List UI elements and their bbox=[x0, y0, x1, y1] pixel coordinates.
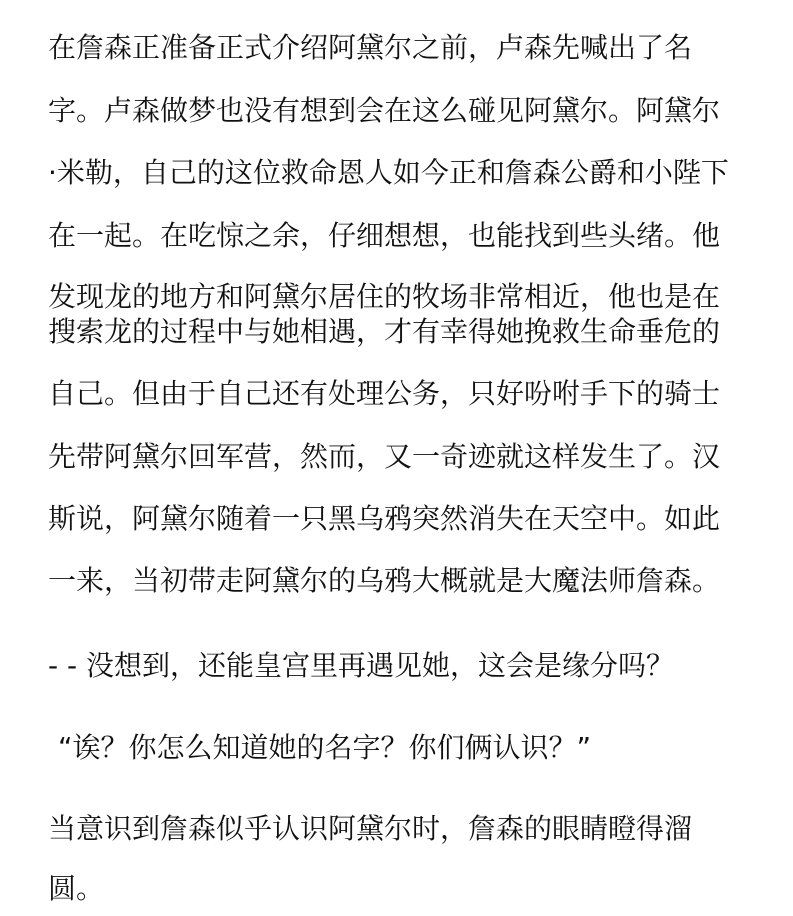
paragraph-line: 搜索龙的过程中与她相遇，才有幸得她挽救生命垂危的 bbox=[48, 315, 721, 348]
paragraph-line: 在一起。在吃惊之余，仔细想想，也能找到些头绪。他 bbox=[48, 219, 721, 252]
paragraph-line: 在詹森正准备正式介绍阿黛尔之前，卢森先喊出了名 bbox=[48, 31, 693, 64]
paragraph-line: 自己。但由于自己还有处理公务，只好吩咐手下的骑士 bbox=[48, 377, 721, 410]
paragraph-line: 斯说，阿黛尔随着一只黑乌鸦突然消失在天空中。如此 bbox=[48, 502, 721, 535]
paragraph-line: ·米勒，自己的这位救命恩人如今正和詹森公爵和小陛下 bbox=[48, 156, 729, 189]
inner-thought-line: - - 没想到，还能皇宫里再遇见她，这会是缘分吗？ bbox=[48, 649, 675, 682]
paragraph-line: 发现龙的地方和阿黛尔居住的牧场非常相近，他也是在 bbox=[48, 280, 721, 313]
paragraph-line: 一来，当初带走阿黛尔的乌鸦大概就是大魔法师詹森。 bbox=[48, 564, 721, 597]
dialogue-line: “诶？你怎么知道她的名字？你们俩认识？” bbox=[58, 731, 592, 764]
paragraph-line: 当意识到詹森似乎认识阿黛尔时，詹森的眼睛瞪得溜 bbox=[48, 812, 693, 845]
paragraph-line: 圆。 bbox=[48, 872, 105, 905]
paragraph-line: 字。卢森做梦也没有想到会在这么碰见阿黛尔。阿黛尔 bbox=[48, 94, 721, 127]
paragraph-line: 先带阿黛尔回军营，然而，又一奇迹就这样发生了。汉 bbox=[48, 440, 721, 473]
